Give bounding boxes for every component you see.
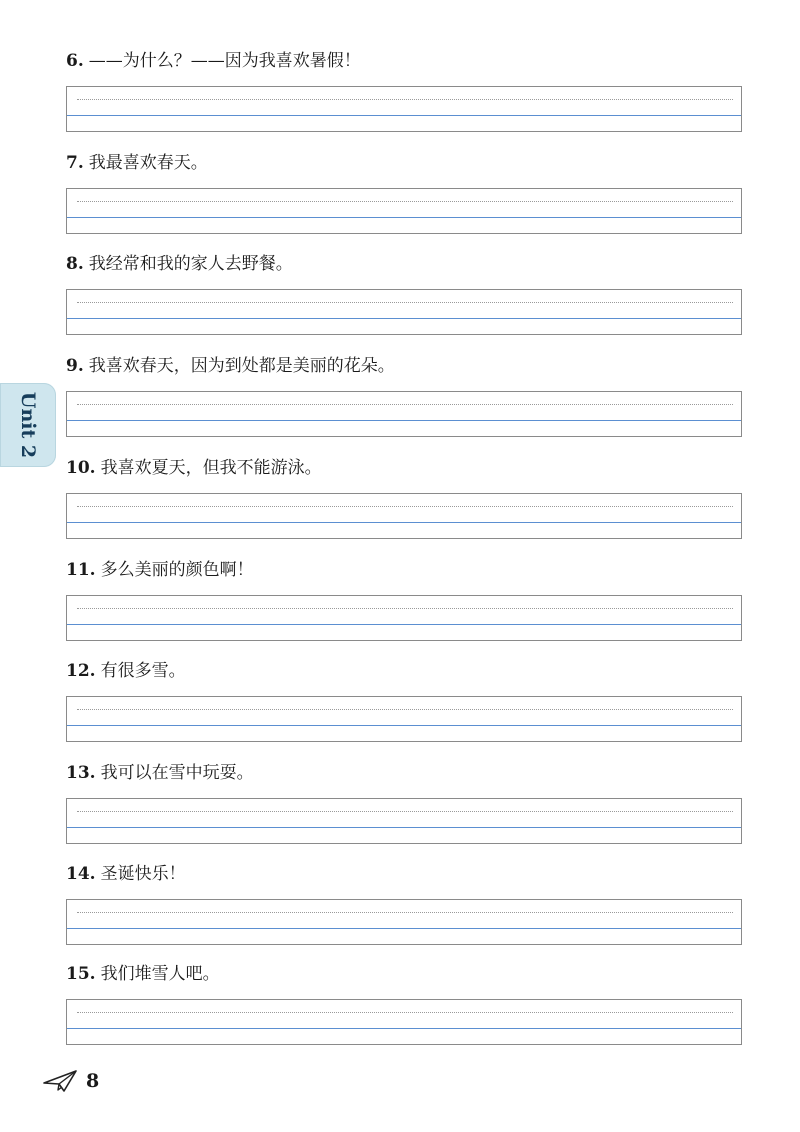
question-prompt	[66, 44, 742, 78]
exercise-item-14	[66, 857, 742, 945]
page-number: 8	[86, 1070, 100, 1092]
exercise-item-10	[66, 451, 742, 539]
exercise-item-15	[66, 957, 742, 1045]
question-prompt	[66, 146, 742, 180]
unit-tab-label: Unit 2	[17, 391, 39, 459]
paper-plane-icon	[42, 1069, 78, 1093]
answer-writing-box[interactable]	[66, 595, 742, 641]
unit-tab	[0, 383, 56, 467]
question-prompt	[66, 857, 742, 891]
question-text: ——为什么？——因为我喜欢暑假！	[88, 51, 361, 71]
answer-writing-box[interactable]	[66, 289, 742, 335]
answer-writing-box[interactable]	[66, 999, 742, 1045]
exercise-item-9	[66, 349, 742, 437]
question-prompt	[66, 957, 742, 991]
exercise-item-11	[66, 553, 742, 641]
question-text: 我可以在雪中玩耍。	[100, 763, 254, 783]
question-text: 我喜欢春天，因为到处都是美丽的花朵。	[88, 356, 395, 376]
question-text: 有很多雪。	[100, 661, 186, 681]
question-number: 11.	[66, 560, 96, 580]
question-number: 12.	[66, 661, 96, 681]
question-number: 7.	[66, 153, 84, 173]
question-text: 我们堆雪人吧。	[100, 964, 220, 984]
answer-writing-box[interactable]	[66, 493, 742, 539]
exercise-item-12	[66, 654, 742, 742]
question-text: 多么美丽的颜色啊！	[100, 560, 254, 580]
question-text: 圣诞快乐！	[100, 864, 186, 884]
question-number: 14.	[66, 864, 96, 884]
question-prompt	[66, 451, 742, 485]
exercise-item-8	[66, 247, 742, 335]
page-footer	[42, 1066, 99, 1096]
question-prompt	[66, 553, 742, 587]
answer-writing-box[interactable]	[66, 86, 742, 132]
question-number: 9.	[66, 356, 84, 376]
question-number: 13.	[66, 763, 96, 783]
question-prompt	[66, 756, 742, 790]
question-text: 我最喜欢春天。	[88, 153, 208, 173]
question-prompt	[66, 654, 742, 688]
exercise-item-6	[66, 44, 742, 132]
question-number: 15.	[66, 964, 96, 984]
question-text: 我经常和我的家人去野餐。	[88, 254, 293, 274]
question-number: 10.	[66, 458, 96, 478]
answer-writing-box[interactable]	[66, 391, 742, 437]
question-prompt	[66, 247, 742, 281]
question-prompt	[66, 349, 742, 383]
question-number: 6.	[66, 51, 84, 71]
answer-writing-box[interactable]	[66, 899, 742, 945]
exercise-item-13	[66, 756, 742, 844]
answer-writing-box[interactable]	[66, 696, 742, 742]
answer-writing-box[interactable]	[66, 188, 742, 234]
exercise-item-7	[66, 146, 742, 234]
answer-writing-box[interactable]	[66, 798, 742, 844]
question-text: 我喜欢夏天，但我不能游泳。	[100, 458, 322, 478]
question-number: 8.	[66, 254, 84, 274]
